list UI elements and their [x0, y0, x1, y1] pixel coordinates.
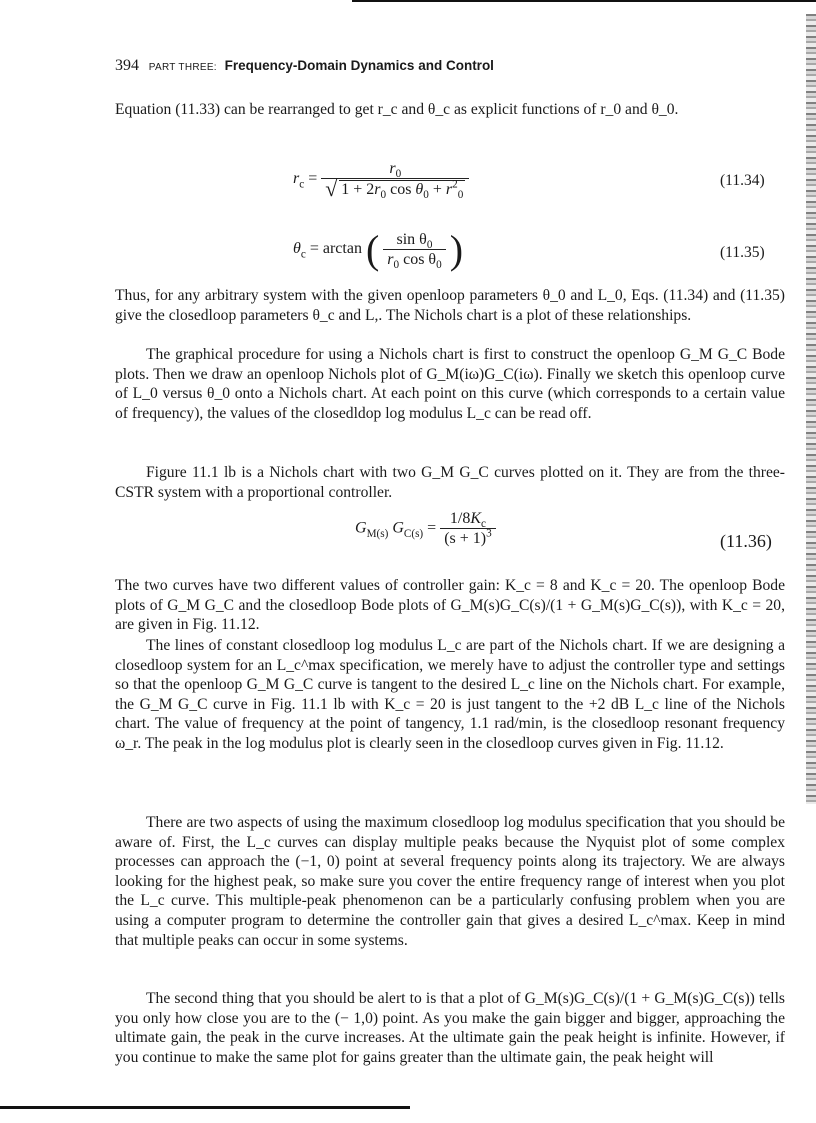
scan-edge-strip	[806, 14, 816, 804]
part-label: PART THREE:	[148, 62, 217, 73]
paragraph-1	[115, 100, 785, 120]
bottom-rule	[0, 1106, 410, 1109]
eq-11-36-fraction: $\frac{1/8K_c}{(s + 1)^3}$	[440, 510, 496, 548]
paragraph-3: The graphical procedure for using a Nichols chart is first to construct the openloop G_M G_C Bode plots. Then we draw an openloop Nichols plot of G_M(iω)G_C(iω). Finally we sketch this openloop curve of L_0 versus θ_0 onto a Nichols chart. At each point on this curve (which corresponds to a certain value of frequency), the values of the closedldop log modulus L_c can be read off.	[115, 346, 785, 422]
eq-number-11-35: (11.35)	[720, 244, 765, 261]
equation-11-35: $\theta_c = \arctan$ ( $\frac{\sin \theta_0}{r_0 \cos \theta_0}$ )	[293, 227, 464, 272]
p1-text: Equation (11.33) can be rearranged to get r_c and θ_c as explicit functions of r_0 and θ_0.	[115, 101, 679, 118]
paragraph-2: Thus, for any arbitrary system with the given openloop parameters θ_0 and L_0, Eqs. (11.34) and (11.35) give the closedloop parameters θ_c and L,. The Nichols chart is a plot of these relationships.	[115, 287, 785, 324]
paragraph-4: Figure 11.1 lb is a Nichols chart with two G_M G_C curves plotted on it. They are from the three-CSTR system with a proportional controller.	[115, 464, 785, 501]
paragraph-8: The second thing that you should be alert to is that a plot of G_M(s)G_C(s)/(1 + G_M(s)G_C(s)) tells you only how close you are to the (− 1,0) point. As you make the gain bigger and bigger, approaching the ultimate gain, the peak in the curve increases. At the ultimate gain the peak height is infinite. However, if you continue to make the same plot for gains greater than the ultimate gain, the peak height will	[115, 990, 785, 1066]
paragraph-5: The two curves have two different values of controller gain: K_c = 8 and K_c = 20. The openloop Bode plots of G_M G_C and the closedloop Bode plots of G_M(s)G_C(s)/(1 + G_M(s)G_C(s)), with K_c = 20, are given in Fig. 11.12.	[115, 577, 785, 634]
top-rule	[352, 0, 816, 2]
eq-11-35-fraction: $\frac{\sin \theta_0}{r_0 \cos \theta_0}$	[383, 231, 445, 269]
equation-11-34: $r_c$ = $r_0$ √ $1 + 2r_0$ $\cos \theta_0 + r^2_0$	[293, 160, 469, 199]
paragraph-7: There are two aspects of using the maximum closedloop log modulus specification that you should be aware of. First, the L_c curves can display multiple peaks because the Nyquist plot of some complex processes can approach the (−1, 0) point at several frequency points along its trajectory. We are always looking for the highest peak, so make sure you cover the entire frequency range of interest when you plot the L_c curve. This multiple-peak phenomenon can be a particularly confusing problem when you are using a computer program to determine the controller gain that gives a desired L_c^max. Keep in mind that multiple peaks can occur in some systems.	[115, 814, 785, 949]
page-number: 394	[115, 57, 139, 74]
chapter-title: Frequency-Domain Dynamics and Control	[224, 58, 494, 73]
sqrt-sign: √ $1 + 2r_0$ $\cos \theta_0 + r^2_0$	[325, 176, 464, 202]
running-head	[115, 57, 494, 75]
paragraph-6: The lines of constant closedloop log modulus L_c are part of the Nichols chart. If we are designing a closedloop system for an L_c^max specification, we merely have to adjust the controller type and settings so that the openloop G_M G_C curve is tangent to the desired L_c line on the Nichols chart. For example, the G_M G_C curve in Fig. 11.1 lb with K_c = 20 is just tangent to the +2 dB L_c line of the Nichols chart. The value of frequency at the point of tangency, 1.1 rad/min, is the closedloop resonant frequency ω_r. The peak in the log modulus plot is clearly seen in the closedloop curves given in Fig. 11.12.	[115, 637, 785, 752]
equation-11-36: $G_{M(s)}$ $G_{C(s)}$ = $\frac{1/8K_c}{(s + 1)^3}$	[355, 510, 496, 548]
eq-11-34-fraction: $r_0$ √ $1 + 2r_0$ $\cos \theta_0 + r^2_0$	[321, 160, 469, 199]
eq-number-11-36: (11.36)	[720, 531, 772, 551]
eq-number-11-34: (11.34)	[720, 172, 765, 189]
